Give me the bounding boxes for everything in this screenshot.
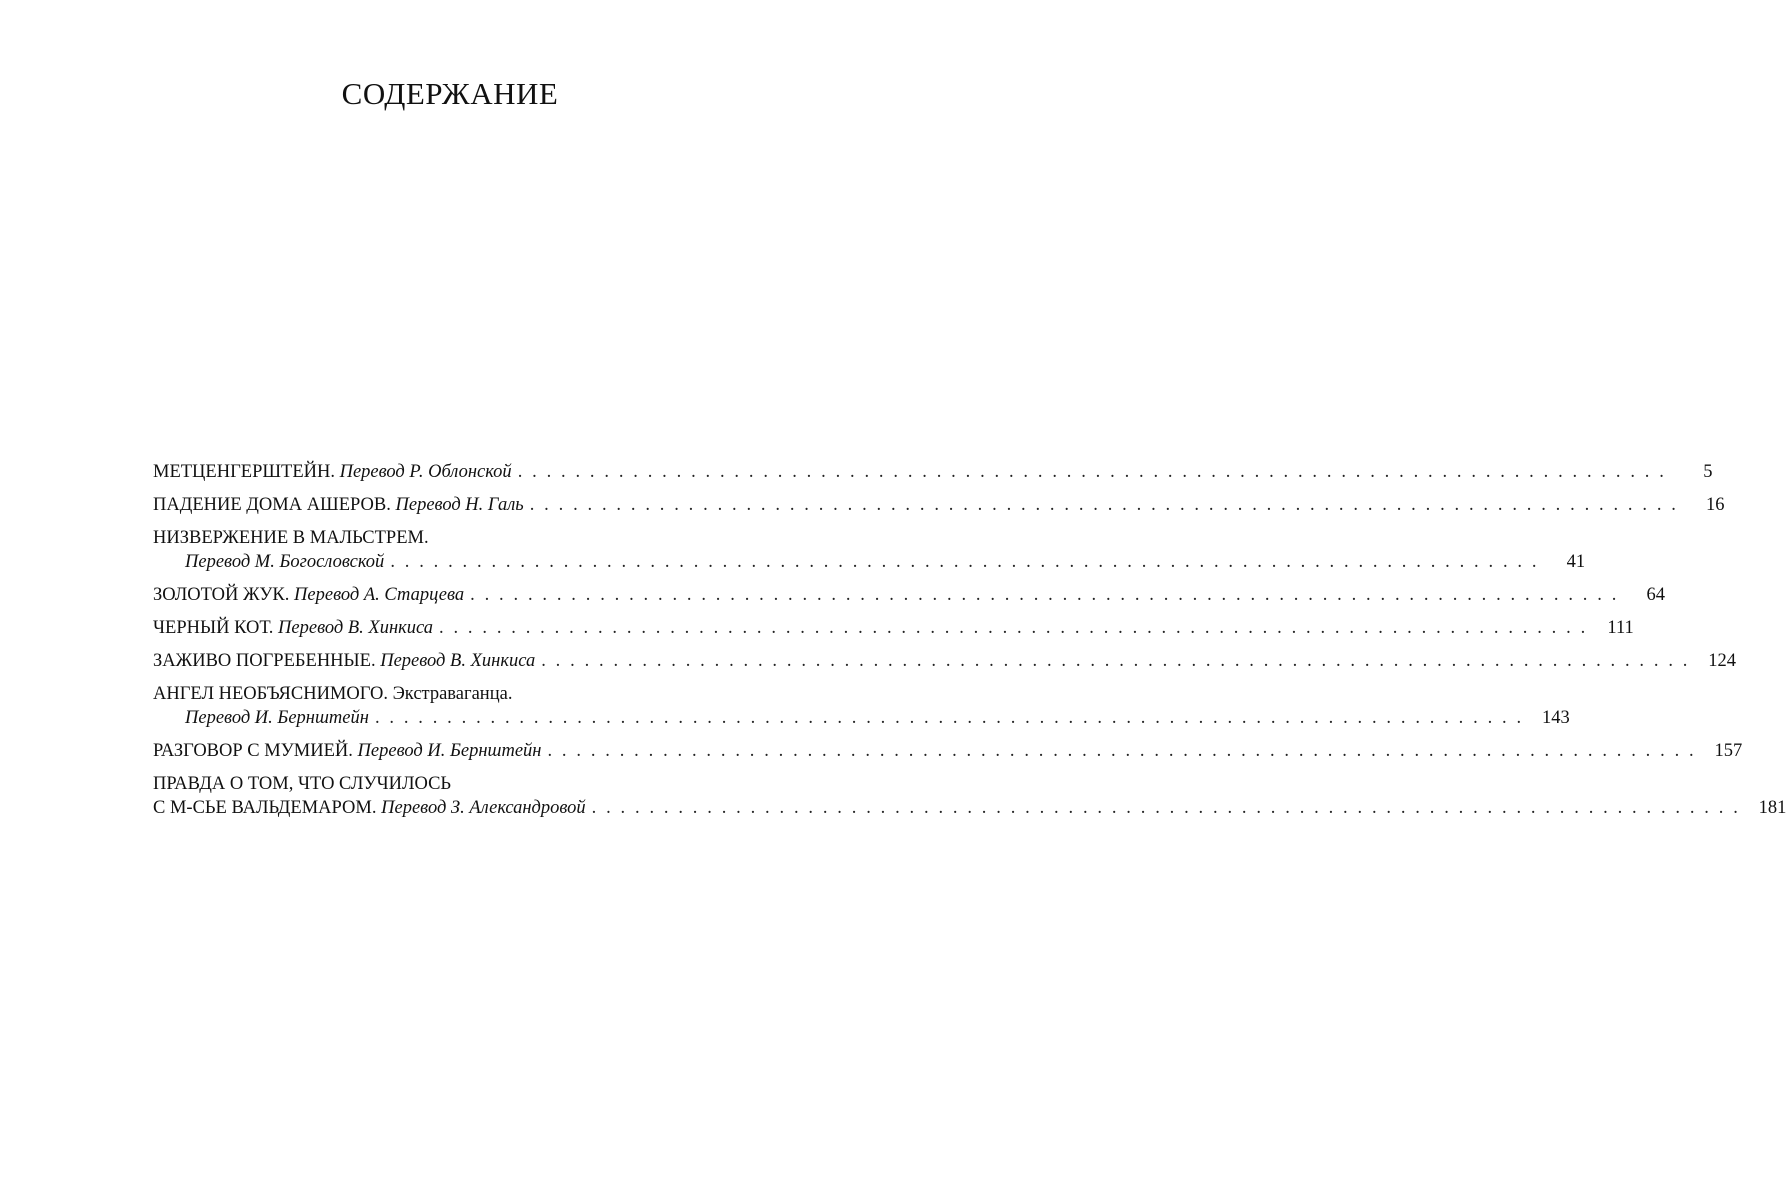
page-number: 16 xyxy=(1706,495,1725,515)
toc-entry xyxy=(153,649,1736,673)
entry-title: ПРАВДА О ТОМ, ЧТО СЛУЧИЛОСЬ xyxy=(153,774,452,794)
toc-line xyxy=(153,460,1713,484)
page-number: 157 xyxy=(1714,741,1743,761)
page-number: 111 xyxy=(1607,618,1634,638)
dot-leader: . . . . . . . . . . . . . . . . . . . . . . . . . . . . . . . . . . . . . . . . . . . . . . . . . . . . . . . . . . . . . . . . . . . . . . . . . . . . . . . . xyxy=(591,798,1741,818)
dot-leader: . . . . . . . . . . . . . . . . . . . . . . . . . . . . . . . . . . . . . . . . . . . . . . . . . . . . . . . . . . . . . . . . . . . . . . . . . . . . . . . . xyxy=(390,552,1540,572)
toc-line xyxy=(153,526,703,550)
dot-leader: . . . . . . . . . . . . . . . . . . . . . . . . . . . . . . . . . . . . . . . . . . . . . . . . . . . . . . . . . . . . . . . . . . . . . . . . . . . . . . . . xyxy=(547,741,1697,761)
entry-title: НИЗВЕРЖЕНИЕ В МАЛЬСТРЕМ. xyxy=(153,528,429,548)
entry-title: ЧЕРНЫЙ КОТ. xyxy=(153,618,274,638)
entry-title: РАЗГОВОР С МУМИЕЙ. xyxy=(153,741,353,761)
entry-title: АНГЕЛ НЕОБЪЯСНИМОГО. Экстраваганца. xyxy=(153,684,513,704)
toc-line xyxy=(153,616,1634,640)
toc-line xyxy=(153,550,1586,574)
entry-title: С М-СЬЕ ВАЛЬДЕМАРОМ. xyxy=(153,798,377,818)
dot-leader: . . . . . . . . . . . . . . . . . . . . . . . . . . . . . . . . . . . . . . . . . . . . . . . . . . . . . . . . . . . . . . . . . . . . . . . . . . . . . . . . xyxy=(374,708,1524,728)
table-of-contents xyxy=(153,460,1786,829)
toc-entry xyxy=(153,739,1743,763)
toc-line xyxy=(153,796,1786,820)
dot-leader: . . . . . . . . . . . . . . . . . . . . . . . . . . . . . . . . . . . . . . . . . . . . . . . . . . . . . . . . . . . . . . . . . . . . . . . . . . . . . . . . xyxy=(541,651,1690,671)
toc-entry xyxy=(153,460,1713,484)
page-title: СОДЕРЖАНИЕ xyxy=(341,76,559,111)
entry-title: ПАДЕНИЕ ДОМА АШЕРОВ. xyxy=(153,495,391,515)
dot-leader: . . . . . . . . . . . . . . . . . . . . . . . . . . . . . . . . . . . . . . . . . . . . . . . . . . . . . . . . . . . . . . . . . . . . . . . . . . . . . . . . xyxy=(439,618,1588,638)
toc-entry xyxy=(153,493,1725,517)
translator-credit: Перевод В. Хинкиса xyxy=(278,618,434,638)
page-number: 41 xyxy=(1566,552,1586,572)
dot-leader: . . . . . . . . . . . . . . . . . . . . . . . . . . . . . . . . . . . . . . . . . . . . . . . . . . . . . . . . . . . . . . . . . . . . . . . . . . . . . . . . xyxy=(470,585,1619,605)
toc-line xyxy=(153,493,1725,517)
entry-title: ЗАЖИВО ПОГРЕБЕННЫЕ. xyxy=(153,651,376,671)
entry-title: ЗОЛОТОЙ ЖУК. xyxy=(153,585,290,605)
toc-line xyxy=(153,772,703,796)
entry-title: МЕТЦЕНГЕРШТЕЙН. xyxy=(153,462,335,482)
toc-entry xyxy=(153,682,1570,730)
translator-credit: Перевод А. Старцева xyxy=(294,585,465,605)
toc-line xyxy=(153,682,703,706)
page-number: 143 xyxy=(1541,708,1570,728)
page-number: 124 xyxy=(1708,651,1736,671)
translator-credit: Перевод Р. Облонской xyxy=(339,462,512,482)
page-number: 181 xyxy=(1758,798,1786,818)
toc-entry xyxy=(153,583,1665,607)
translator-credit: Перевод И. Бернштейн xyxy=(357,741,542,761)
translator-credit: Перевод М. Богословской xyxy=(185,552,385,572)
toc-line xyxy=(153,739,1743,763)
translator-credit: Перевод З. Александровой xyxy=(381,798,586,818)
page-number: 5 xyxy=(1703,462,1713,482)
toc-entry xyxy=(153,616,1634,640)
toc-entry xyxy=(153,772,1786,820)
translator-credit: Перевод Н. Галь xyxy=(395,495,524,515)
toc-line xyxy=(153,649,1736,673)
translator-credit: Перевод В. Хинкиса xyxy=(380,651,536,671)
toc-line xyxy=(153,583,1665,607)
toc-entry xyxy=(153,526,1586,574)
dot-leader: . . . . . . . . . . . . . . . . . . . . . . . . . . . . . . . . . . . . . . . . . . . . . . . . . . . . . . . . . . . . . . . . . . . . . . . . . . . . . . . . xyxy=(517,462,1667,482)
page-number: 64 xyxy=(1646,585,1665,605)
toc-line xyxy=(153,706,1570,730)
dot-leader: . . . . . . . . . . . . . . . . . . . . . . . . . . . . . . . . . . . . . . . . . . . . . . . . . . . . . . . . . . . . . . . . . . . . . . . . . . . . . . . . xyxy=(529,495,1679,515)
translator-credit: Перевод И. Бернштейн xyxy=(185,708,369,728)
